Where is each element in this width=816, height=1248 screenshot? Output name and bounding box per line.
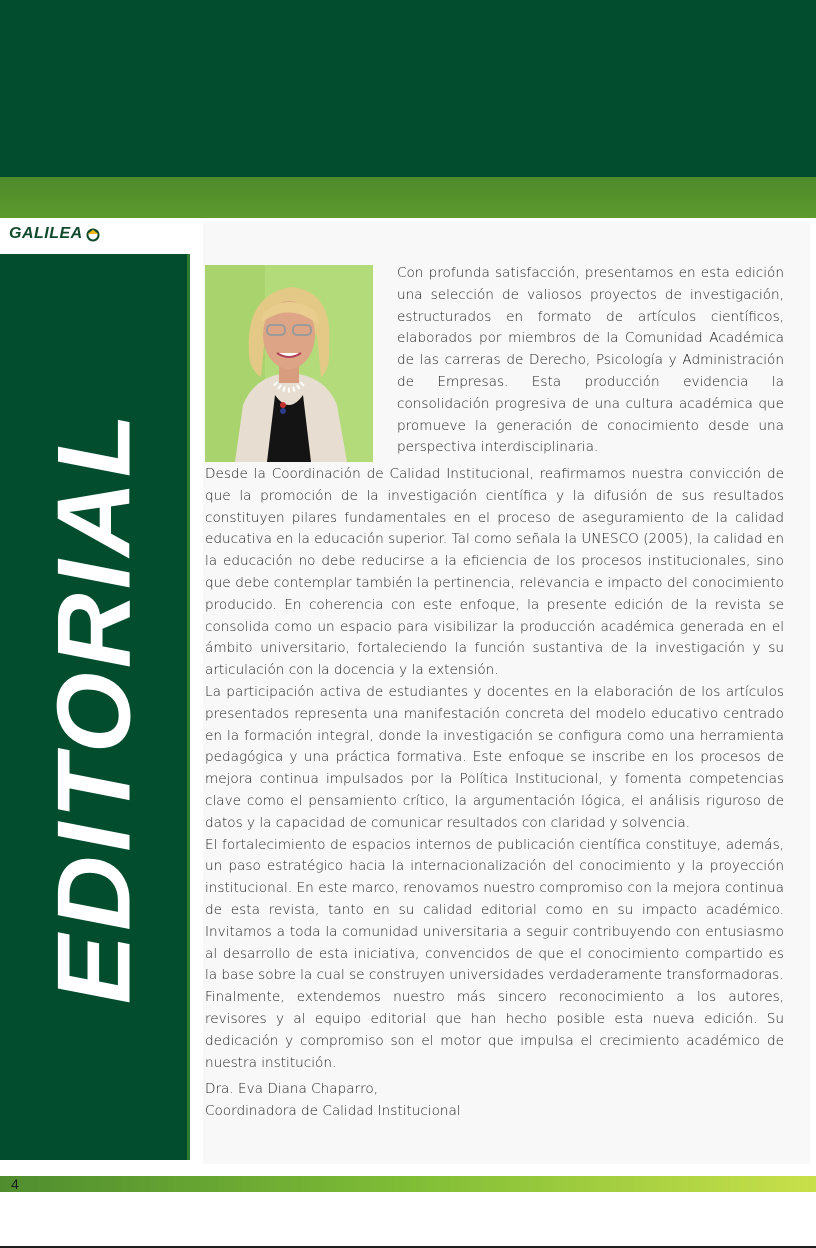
editorial-title: EDITORIAL xyxy=(36,409,153,1005)
author-portrait-illustration xyxy=(205,265,373,462)
body-paragraph: Finalmente, extendemos nuestro más sincero reconocimiento a los autores, revisores y al equipo editorial que han hecho posible esta nueva edición. Su dedicación y compromiso son el motor que impulsa el crecimiento académico de nuestra institución. xyxy=(205,989,784,1071)
signature-block xyxy=(205,1079,784,1123)
signature-role: Coordinadora de Calidad Institucional xyxy=(205,1102,461,1119)
intro-paragraph: Con profunda satisfacción, presentamos en esta edición una selección de valiosos proyectos de investigación, estructurados en formato de artículos científicos, elaborados por miembros de la Comunidad Académica de las carreras de Derecho, Psicología y Administración de Empresas. Esta producción evidencia la consolidación progresiva de una cultura académica que promueve la generación de conocimiento desde una perspectiva interdisciplinaria. xyxy=(397,265,784,456)
page-number: 4 xyxy=(11,1176,19,1192)
galilea-logo-icon xyxy=(85,226,101,242)
top-color-band xyxy=(0,0,816,177)
green-accent-band xyxy=(0,177,816,218)
signature-name: Dra. Eva Diana Chaparro, xyxy=(205,1081,379,1097)
page-footer-bar xyxy=(0,1176,816,1192)
body-paragraph: El fortalecimiento de espacios internos de publicación científica constituye, además, un paso estratégico hacia la internacionalización del conocimiento y la proyección institucional. En este marco, renovamos nuestro compromiso con la mejora continua de esta revista, tanto en su calidad editorial como en su impacto académico. Invitamos a toda la comunidad universitaria a seguir contribuyendo con entusiasmo al desarrollo de esta iniciativa, convencidos de que el conocimiento compartido es la base sobre la cual se construyen universidades verdaderamente transformadoras. xyxy=(205,836,784,984)
article-body xyxy=(205,464,784,1074)
body-paragraph: Desde la Coordinación de Calidad Institucional, reafirmamos nuestra convicción de que la promoción de la investigación científica y la difusión de sus resultados constituyen pilares fundamentales en el proceso de aseguramiento de la calidad educativa en la educación superior. Tal como señala la UNESCO (2005), la calidad en la educación no debe reducirse a la eficiencia de los procesos institucionales, sino que debe contemplar también la pertinencia, relevancia e impacto del conocimiento producido. En coherencia con este enfoque, la presente edición de la revista se consolida como un espacio para visibilizar la producción académica generada en el ámbito universitario, fortaleciendo la función sustantiva de la investigación y su articulación con la docencia y la extensión. xyxy=(205,466,784,679)
body-paragraph: La participación activa de estudiantes y docentes en la elaboración de los artículos presentados representa una manifestación concreta del modelo educativo centrado en la formación integral, donde la investigación se configura como una herramienta pedagógica y una práctica formativa. Este enfoque se inscribe en los procesos de mejora continua impulsados por la Política Institucional, y fomenta competencias clave como el pensamiento crítico, la argumentación lógica, el análisis riguroso de datos y la capacidad de comunicar resultados con claridad y solvencia. xyxy=(205,683,784,831)
galilea-logo xyxy=(9,225,101,243)
author-photo xyxy=(205,265,373,462)
galilea-logo-text: GALILEA xyxy=(9,225,83,242)
